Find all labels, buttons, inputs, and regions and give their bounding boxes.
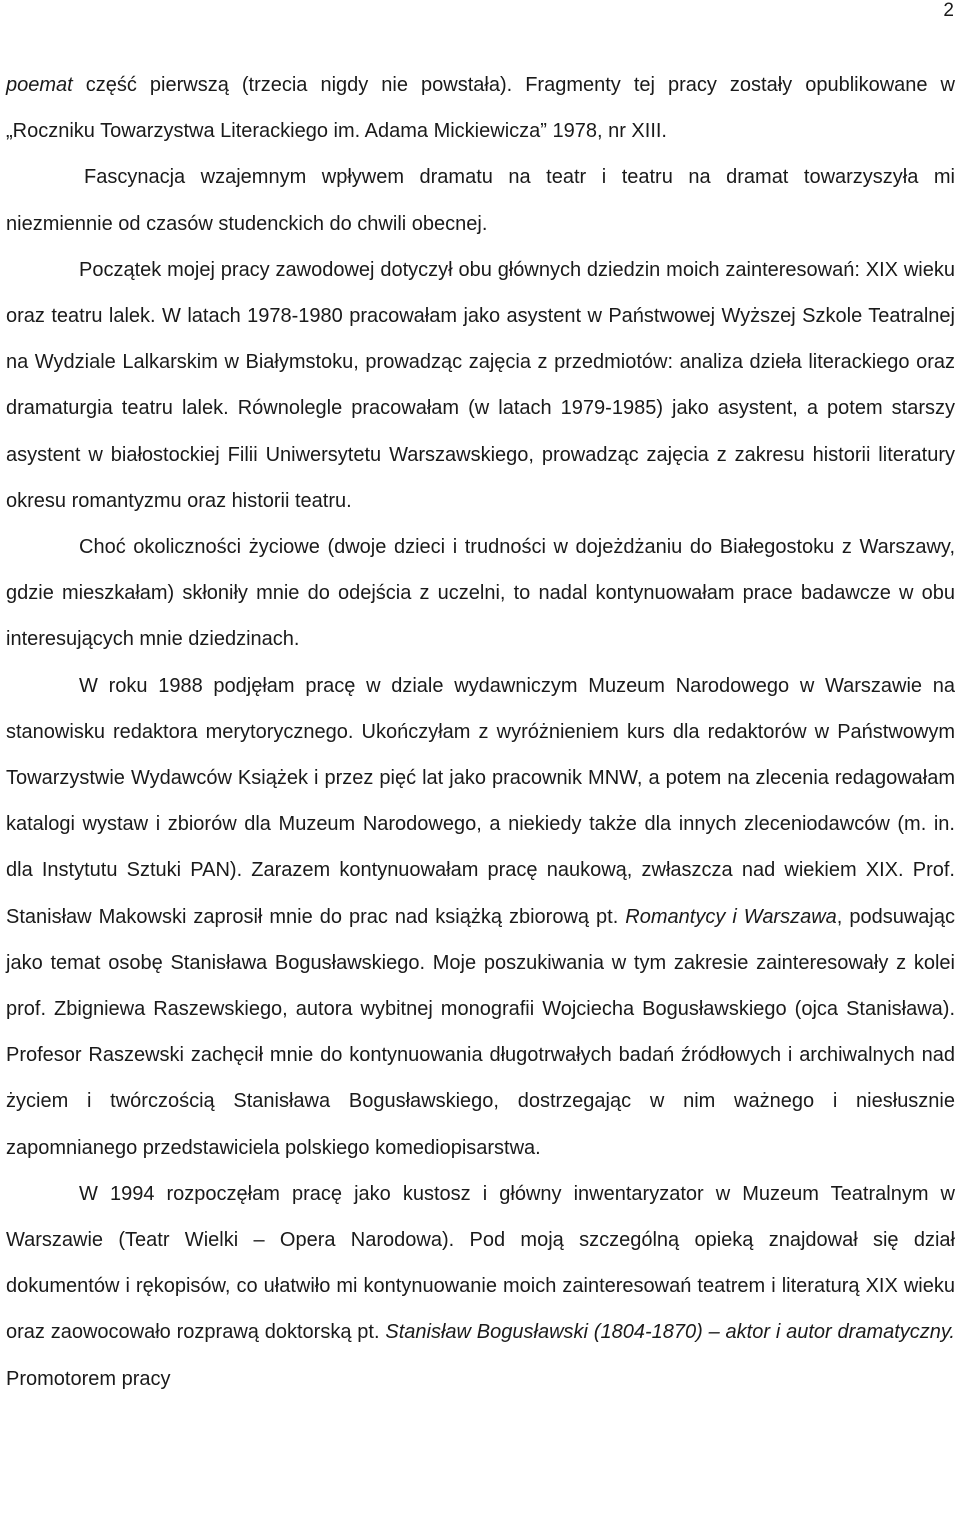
paragraph-text: część pierwszą (trzecia nigdy nie powstała). Fragmenty tej pracy zostały opublikowane w „Roczniku Towarzystwa Literackiego im. Adama Mickiewicza” 1978, nr XIII.	[6, 74, 955, 143]
paragraph-museum-1988	[6, 663, 955, 1171]
paragraph-poemat	[6, 62, 955, 154]
paragraph-text: Choć okoliczności życiowe (dwoje dzieci i trudności w dojeżdżaniu do Białegostoku z Warszawy, gdzie mieszkałam) skłoniły mnie do odejścia z uczelni, to nadal kontynuowałam prace badawcze w obu interesujących mnie dziedzinach.	[6, 536, 955, 651]
paragraph-text: Początek mojej pracy zawodowej dotyczył obu głównych dziedzin moich zainteresowań: XIX wieku oraz teatru lalek. W latach 1978-1980 pracowałam jako asystent w Państwowej Wyższej Szkole Teatralnej na Wydziale Lalkarskim w Białymstoku, prowadząc zajęcia z przedmiotów: analiza dzieła literackiego oraz dramaturgia teatru lalek. Równolegle pracowałam (w latach 1979-1985) jako asystent, a potem starszy asystent w białostockiej Filii Uniwersytetu Warszawskiego, prowadząc zajęcia z zakresu historii literatury okresu romantyzmu oraz historii teatru.	[6, 258, 955, 512]
paragraph-text: , podsuwając jako temat osobę Stanisława Bogusławskiego. Moje poszukiwania w tym zakresie zainteresowały z kolei prof. Zbigniewa Raszewskiego, autora wybitnej monografii Wojciecha Bogusławskiego (ojca Stanisława). Profesor Raszewski zachęcił mnie do kontynuowania długotrwałych badań źródłowych i archiwalnych nad życiem i twórczością Stanisława Bogusławskiego, dostrzegając w nim ważnego i niesłusznie zapomnianego przedstawiciela polskiego komediopisarstwa.	[6, 905, 955, 1159]
paragraph-museum-1994	[6, 1171, 955, 1402]
paragraph-text: W 1994 rozpoczęłam pracę jako kustosz i główny inwentaryzator w Muzeum Teatralnym w Warszawie (Teatr Wielki – Opera Narodowa). Pod moją szczególną opieką znajdował się dział dokumentów i rękopisów, co ułatwiło mi kontynuowanie moich zainteresowań teatrem i literaturą XIX wieku oraz zaowocowało rozprawą doktorską pt.	[6, 1182, 955, 1344]
paragraph-fascination	[6, 154, 955, 246]
paragraph-text: Fascynacja wzajemnym wpływem dramatu na teatr i teatru na dramat towarzyszyła mi niezmiennie od czasów studenckich do chwili obecnej.	[6, 166, 955, 235]
document-body	[6, 62, 955, 1402]
italic-title: poemat	[6, 74, 73, 96]
paragraph-career-start	[6, 247, 955, 524]
paragraph-circumstances	[6, 524, 955, 663]
italic-dissertation-title: Stanisław Bogusławski (1804-1870) – aktor i autor dramatyczny.	[385, 1321, 955, 1344]
paragraph-text: Promotorem pracy	[6, 1367, 171, 1390]
paragraph-text: W roku 1988 podjęłam pracę w dziale wydawniczym Muzeum Narodowego w Warszawie na stanowisku redaktora merytorycznego. Ukończyłam z wyróżnieniem kurs dla redaktorów w Państwowym Towarzystwie Wydawców Książek i przez pięć lat jako pracownik MNW, a potem na zlecenia redagowałam katalogi wystaw i zbiorów dla Muzeum Narodowego, a niekiedy także dla innych zleceniodawców (m. in. dla Instytutu Sztuki PAN). Zarazem kontynuowałam pracę naukową, zwłaszcza nad wiekiem XIX. Prof. Stanisław Makowski zaprosił mnie do prac nad książką zbiorową pt.	[6, 674, 955, 928]
page-number: 2	[943, 0, 954, 21]
italic-book-title: Romantycy i Warszawa	[625, 905, 837, 928]
